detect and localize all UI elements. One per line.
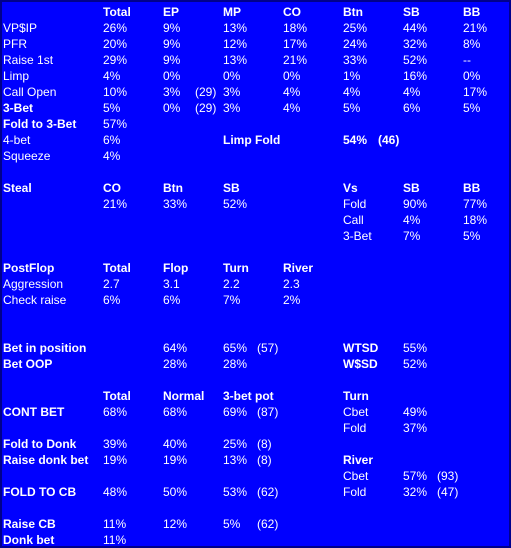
postflop-header-total: Total (103, 261, 131, 275)
steal-header-btn: Btn (163, 181, 183, 195)
stat-value: 10% (103, 85, 128, 99)
river-cbet-label: Cbet (343, 469, 369, 483)
row-label-raise-cb: Raise CB (3, 517, 56, 531)
stat-value: 11% (103, 517, 127, 531)
stat-value: 1% (343, 69, 361, 83)
stat-value: 52% (403, 357, 428, 371)
stat-value: 33% (343, 53, 368, 67)
row-label-donk-bet: Donk bet (3, 533, 55, 547)
stat-value: 0% (223, 69, 241, 83)
stat-value: 52% (223, 197, 248, 211)
stat-value: 9% (163, 21, 181, 35)
stat-value: 48% (103, 485, 128, 499)
row-label-fold-to-3bet: Fold to 3-Bet (3, 117, 77, 131)
stat-value: 33% (163, 197, 188, 211)
vs-row-label-fold: Fold (343, 197, 367, 211)
stat-value: 7% (403, 229, 421, 243)
vs-header-bb: BB (463, 181, 481, 195)
stat-value: 69% (223, 405, 248, 419)
stat-value: 8% (463, 37, 481, 51)
row-label-raise-first: Raise 1st (3, 53, 54, 67)
cbet-header-3bet-pot: 3-bet pot (223, 389, 274, 403)
stat-value: 6% (163, 293, 181, 307)
stat-value: 68% (103, 405, 128, 419)
sample-count: (87) (257, 405, 279, 419)
stat-value: 19% (163, 453, 188, 467)
stat-value: 18% (463, 213, 488, 227)
stat-value: 2.3 (283, 277, 300, 291)
header-total: Total (103, 5, 131, 19)
stat-value: 5% (103, 101, 121, 115)
stat-value: 68% (163, 405, 188, 419)
stat-value: 16% (403, 69, 428, 83)
stat-value: 5% (343, 101, 361, 115)
stat-value: 90% (403, 197, 428, 211)
stat-value: 13% (223, 21, 248, 35)
stat-value: 3% (223, 85, 241, 99)
sample-count: (62) (257, 485, 279, 499)
stat-value: 28% (223, 357, 248, 371)
cbet-header-normal: Normal (163, 389, 205, 403)
stat-value: 57% (103, 117, 128, 131)
stat-value: 4% (103, 69, 121, 83)
row-label-4bet: 4-bet (3, 133, 31, 147)
stat-value: 55% (403, 341, 428, 355)
header-ep: EP (163, 5, 180, 19)
header-bb: BB (463, 5, 481, 19)
row-label-raise-donk-bet: Raise donk bet (3, 453, 89, 467)
sample-count: (57) (257, 341, 279, 355)
stat-value: 4% (103, 149, 121, 163)
river-label: River (343, 453, 374, 467)
stat-value: 24% (343, 37, 368, 51)
stat-value: 53% (223, 485, 248, 499)
stat-value: 25% (343, 21, 368, 35)
sample-count: (8) (257, 437, 272, 451)
stat-value: 49% (403, 405, 428, 419)
row-label-3bet: 3-Bet (3, 101, 34, 115)
stat-value: 26% (103, 21, 128, 35)
row-label-fold-to-donk: Fold to Donk (3, 437, 77, 451)
stat-value: 13% (223, 453, 248, 467)
stat-value: 21% (463, 21, 488, 35)
limp-fold-value: 54% (343, 133, 368, 147)
postflop-header-flop: Flop (163, 261, 189, 275)
turn-cbet-label: Cbet (343, 405, 369, 419)
stat-value: 4% (283, 101, 301, 115)
stat-value: 2% (283, 293, 301, 307)
stat-value: 17% (283, 37, 308, 51)
stat-value: 2.2 (223, 277, 240, 291)
cbet-header-total: Total (103, 389, 131, 403)
stat-value: 32% (403, 37, 428, 51)
wtsd-label: WTSD (343, 341, 379, 355)
stat-value: 64% (163, 341, 188, 355)
row-label-pfr: PFR (3, 37, 27, 51)
turn-fold-label: Fold (343, 421, 367, 435)
stat-value: 32% (403, 485, 428, 499)
stat-value: 21% (103, 197, 128, 211)
stat-value: 5% (223, 517, 241, 531)
stat-value: 77% (463, 197, 488, 211)
stat-value: 57% (403, 469, 428, 483)
stat-value: 44% (403, 21, 428, 35)
stat-value: 12% (163, 517, 188, 531)
stat-value: 6% (403, 101, 421, 115)
stat-value: 28% (163, 357, 188, 371)
postflop-label: PostFlop (3, 261, 55, 275)
row-label-limp: Limp (3, 69, 30, 83)
stat-value: 5% (463, 101, 481, 115)
sample-count: (93) (437, 469, 459, 483)
header-mp: MP (223, 5, 241, 19)
row-label-bet-oop: Bet OOP (3, 357, 53, 371)
row-label-squeeze: Squeeze (3, 149, 51, 163)
stat-value: 65% (223, 341, 248, 355)
postflop-header-river: River (283, 261, 314, 275)
vs-label: Vs (343, 181, 358, 195)
sample-count: (29) (195, 85, 217, 99)
stat-value: 29% (103, 53, 128, 67)
row-label-call-open: Call Open (3, 85, 57, 99)
stat-value: 3% (163, 85, 181, 99)
stat-value: 4% (403, 85, 421, 99)
vs-row-label-call: Call (343, 213, 364, 227)
stat-value: 7% (223, 293, 241, 307)
row-label-fold-to-cb: FOLD TO CB (3, 485, 77, 499)
river-fold-label: Fold (343, 485, 367, 499)
steal-label: Steal (3, 181, 32, 195)
wsd-label: W$SD (343, 357, 378, 371)
row-label-check-raise: Check raise (3, 293, 67, 307)
sample-count: (8) (257, 453, 272, 467)
stat-value: 19% (103, 453, 128, 467)
row-label-vpip: VP$IP (3, 21, 38, 35)
sample-count: (62) (257, 517, 279, 531)
stat-value: 11% (103, 533, 127, 547)
stat-value: 37% (403, 421, 428, 435)
header-btn: Btn (343, 5, 363, 19)
stat-value: 18% (283, 21, 308, 35)
stat-value: 25% (223, 437, 248, 451)
vs-row-label-3bet: 3-Bet (343, 229, 372, 243)
row-label-aggression: Aggression (3, 277, 64, 291)
stat-value: 6% (103, 133, 121, 147)
stat-value: 21% (283, 53, 308, 67)
sample-count: (47) (437, 485, 459, 499)
stat-value: 3% (223, 101, 241, 115)
stat-value: 12% (223, 37, 248, 51)
steal-header-co: CO (103, 181, 121, 195)
stat-value: 6% (103, 293, 121, 307)
stat-value: 40% (163, 437, 188, 451)
row-label-cont-bet: CONT BET (3, 405, 65, 419)
stat-value: 20% (103, 37, 128, 51)
stat-value: 2.7 (103, 277, 120, 291)
header-sb: SB (403, 5, 420, 19)
stat-value: 5% (463, 229, 481, 243)
sample-count: (46) (378, 133, 400, 147)
stat-value: -- (463, 53, 471, 67)
stat-value: 0% (463, 69, 481, 83)
sample-count: (29) (195, 101, 217, 115)
limp-fold-label: Limp Fold (223, 133, 281, 147)
turn-label: Turn (343, 389, 369, 403)
row-label-bet-in-position: Bet in position (3, 341, 87, 355)
stat-value: 0% (283, 69, 301, 83)
stat-value: 39% (103, 437, 128, 451)
stat-value: 13% (223, 53, 248, 67)
steal-header-sb: SB (223, 181, 240, 195)
stat-value: 4% (403, 213, 421, 227)
stat-value: 4% (283, 85, 301, 99)
stat-value: 9% (163, 53, 181, 67)
vs-header-sb: SB (403, 181, 420, 195)
stat-value: 52% (403, 53, 428, 67)
header-co: CO (283, 5, 301, 19)
stat-value: 9% (163, 37, 181, 51)
stat-value: 17% (463, 85, 488, 99)
postflop-header-turn: Turn (223, 261, 249, 275)
stat-value: 3.1 (163, 277, 180, 291)
stat-value: 50% (163, 485, 188, 499)
stat-value: 0% (163, 101, 181, 115)
stat-value: 0% (163, 69, 181, 83)
stat-value: 4% (343, 85, 361, 99)
